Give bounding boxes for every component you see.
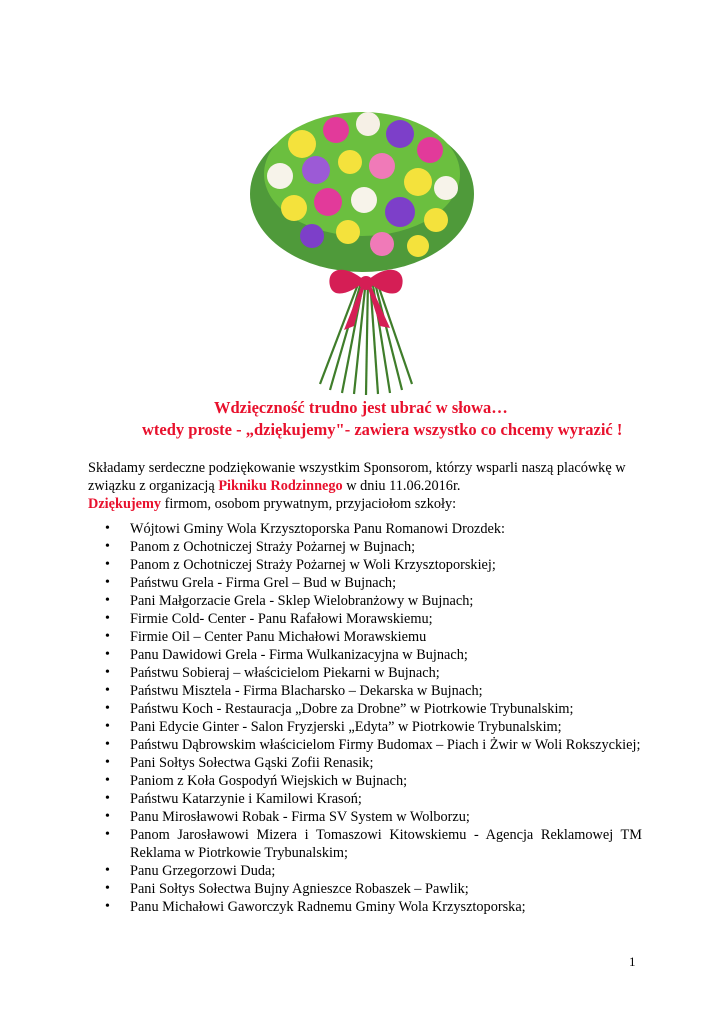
list-item: • Panom z Ochotniczej Straży Pożarnej w Bujnach; xyxy=(88,538,642,556)
sponsor-list xyxy=(88,520,642,916)
intro-line-3 xyxy=(88,495,642,513)
list-item: • Paniom z Koła Gospodyń Wiejskich w Bujnach; xyxy=(88,772,642,790)
picnic-name: Pikniku Rodzinnego xyxy=(218,478,343,494)
list-item: • Państwu Koch - Restauracja „Dobre za Drobne” w Piotrkowie Trybunalskim; xyxy=(88,700,642,718)
intro-line-1: Składamy serdeczne podziękowanie wszystkim Sponsorom, którzy wsparli naszą placówkę w xyxy=(88,460,626,476)
intro-line-2 xyxy=(88,477,642,495)
intro-line-3-post: firmom, osobom prywatnym, przyjaciołom szkoły: xyxy=(161,496,457,512)
list-item: • Firmie Oil – Center Panu Michałowi Morawskiemu xyxy=(88,628,642,646)
list-item: • Panom z Ochotniczej Straży Pożarnej w Woli Krzysztoporskiej; xyxy=(88,556,642,574)
list-item: • Panu Michałowi Gaworczyk Radnemu Gminy Wola Krzysztoporska; xyxy=(88,898,642,916)
list-item: • Państwu Dąbrowskim właścicielom Firmy Budomax – Piach i Żwir w Woli Rokszyckiej; xyxy=(88,736,642,754)
intro-line-2-pre: związku z organizacją xyxy=(88,478,219,494)
list-item: • Państwu Misztela - Firma Blacharsko – Dekarska w Bujnach; xyxy=(88,682,642,700)
list-item: • Panu Dawidowi Grela - Firma Wulkanizacyjna w Bujnach; xyxy=(88,646,642,664)
heading-line-2: wtedy proste - „dziękujemy"- zawiera wszystko co chcemy wyrazić ! xyxy=(142,420,623,439)
list-item: • Panu Mirosławowi Robak - Firma SV System w Wolborzu; xyxy=(88,808,642,826)
list-item: • Państwu Katarzynie i Kamilowi Krasoń; xyxy=(88,790,642,808)
page-number: 1 xyxy=(629,954,636,969)
list-item: • Wójtowi Gminy Wola Krzysztoporska Panu Romanowi Drozdek: xyxy=(88,520,642,538)
list-item: • Panom Jarosławowi Mizera i Tomaszowi Kitowskiemu - Agencja Reklamowej TM Reklama w Piotrkowie Trybunalskim; xyxy=(88,826,642,862)
list-item: • Pani Edycie Ginter - Salon Fryzjerski „Edyta” w Piotrkowie Trybunalskim; xyxy=(88,718,642,736)
list-item: • Państwu Grela - Firma Grel – Bud w Bujnach; xyxy=(88,574,642,592)
intro-line-2-post: w dniu 11.06.2016r. xyxy=(342,478,461,494)
list-item: • Panu Grzegorzowi Duda; xyxy=(88,862,642,880)
heading-line-1: Wdzięczność trudno jest ubrać w słowa… xyxy=(214,398,508,417)
list-item: • Pani Sołtys Sołectwa Bujny Agnieszce Robaszek – Pawlik; xyxy=(88,880,642,898)
flower-bouquet-image xyxy=(232,104,492,396)
intro-paragraph xyxy=(88,459,642,513)
list-item: • Pani Małgorzacie Grela - Sklep Wielobranżowy w Bujnach; xyxy=(88,592,642,610)
list-item: • Państwu Sobieraj – właścicielom Piekarni w Bujnach; xyxy=(88,664,642,682)
list-item: • Pani Sołtys Sołectwa Gąski Zofii Renasik; xyxy=(88,754,642,772)
list-item: • Firmie Cold- Center - Panu Rafałowi Morawskiemu; xyxy=(88,610,642,628)
thanks-word: Dziękujemy xyxy=(88,496,162,512)
